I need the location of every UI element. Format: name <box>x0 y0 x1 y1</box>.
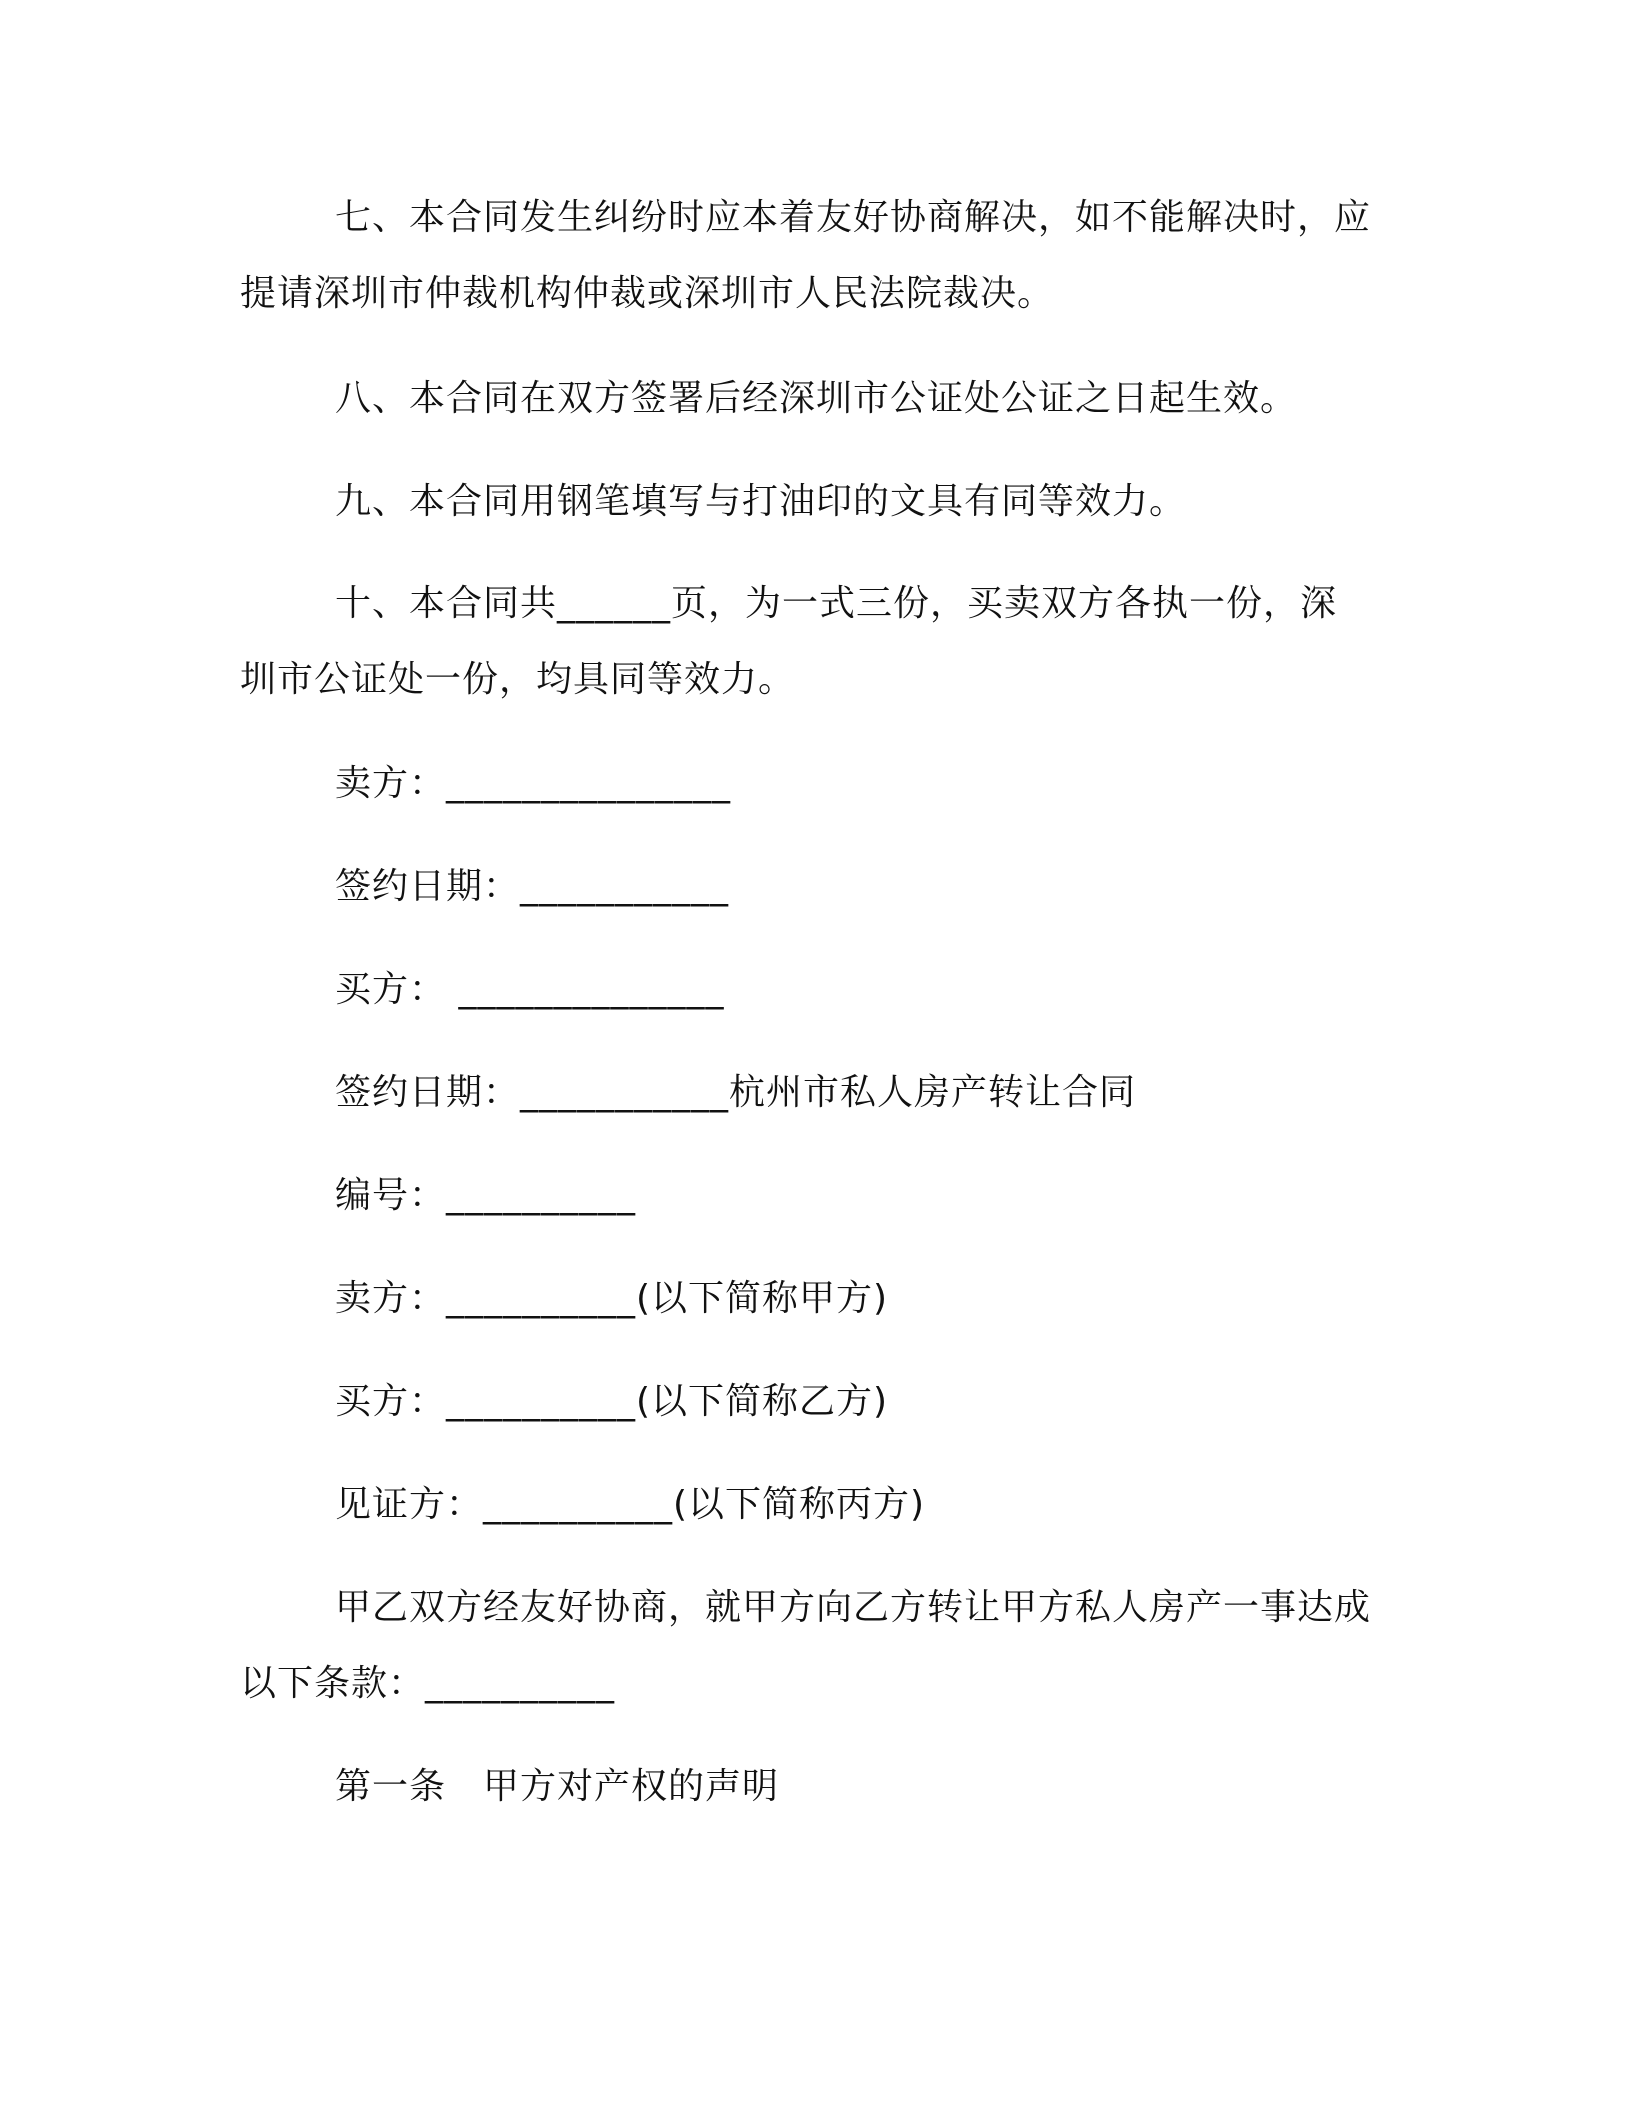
clause-9: 九、本合同用钢笔填写与打油印的文具有同等效力。 <box>335 481 1187 522</box>
party-a-seller-line: 卖方：__________(以下简称甲方) <box>335 1278 889 1319</box>
clause-8: 八、本合同在双方签署后经深圳市公证处公证之日起生效。 <box>335 378 1298 419</box>
agreement-intro-line-1: 甲乙双方经友好协商，就甲方向乙方转让甲方私人房产一事达成 <box>335 1587 1372 1628</box>
buyer-sign-date-and-title: 签约日期：___________杭州市私人房产转让合同 <box>335 1072 1137 1113</box>
seller-sign-date-line: 签约日期：___________ <box>335 866 730 907</box>
contract-number-line: 编号：__________ <box>335 1175 637 1216</box>
article-1-heading: 第一条 甲方对产权的声明 <box>335 1766 780 1807</box>
buyer-signature-line: 买方： ______________ <box>335 969 725 1010</box>
party-b-buyer-line: 买方：__________(以下简称乙方) <box>335 1381 889 1422</box>
clause-10-line-1: 十、本合同共______页，为一式三份，买卖双方各执一份，深 <box>335 583 1338 624</box>
party-c-witness-line: 见证方：__________(以下简称丙方) <box>335 1484 926 1525</box>
clause-10-line-2: 圳市公证处一份，均具同等效力。 <box>240 659 796 700</box>
clause-7-line-2: 提请深圳市仲裁机构仲裁或深圳市人民法院裁决。 <box>240 273 1055 314</box>
clause-7-line-1: 七、本合同发生纠纷时应本着友好协商解决，如不能解决时，应 <box>335 197 1372 238</box>
seller-signature-line: 卖方：_______________ <box>335 763 732 804</box>
agreement-intro-line-2: 以下条款：__________ <box>240 1663 616 1704</box>
